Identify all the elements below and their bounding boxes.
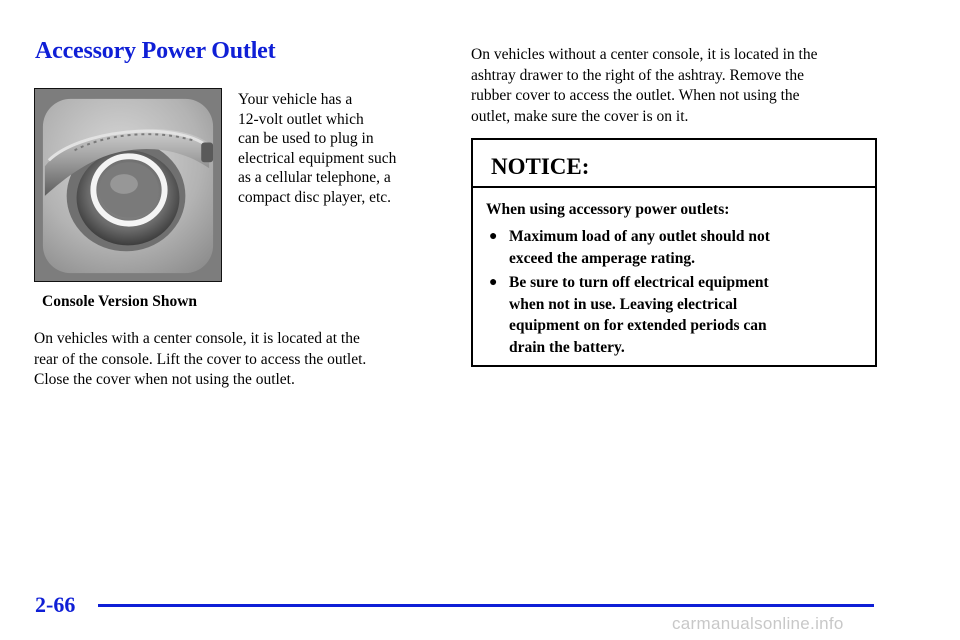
intro-line: Your vehicle has a <box>238 91 353 108</box>
notice-line: exceed the amperage rating. <box>509 249 695 267</box>
notice-line: Be sure to turn off electrical equipment <box>509 274 769 291</box>
notice-heading: NOTICE: <box>473 140 875 188</box>
watermark: carmanualsonline.info <box>672 614 844 633</box>
console-paragraph <box>34 329 366 391</box>
notice-intro: When using accessory power outlets: <box>486 201 730 218</box>
paragraph-line: ashtray drawer to the right of the ashtray. Remove the <box>471 66 804 84</box>
intro-line: 12-volt outlet which <box>238 110 364 128</box>
paragraph-line: rubber cover to access the outlet. When not using the <box>471 87 800 104</box>
notice-line: drain the battery. <box>509 338 625 356</box>
notice-line: when not in use. Leaving electrical <box>509 295 738 313</box>
intro-line: can be used to plug in <box>238 130 374 147</box>
no-console-paragraph <box>471 45 818 127</box>
paragraph-line: outlet, make sure the cover is on it. <box>471 107 689 125</box>
notice-item <box>486 226 863 269</box>
intro-line: electrical equipment such <box>238 149 397 167</box>
paragraph-line: On vehicles with a center console, it is located at the <box>34 330 360 347</box>
intro-line: as a cellular telephone, a <box>238 169 391 186</box>
paragraph-line: rear of the console. Lift the cover to access the outlet. <box>34 350 367 368</box>
photo-caption: Console Version Shown <box>42 293 198 310</box>
footer-rule <box>98 604 874 607</box>
page-number: 2-66 <box>35 592 76 617</box>
bullet-icon: ● <box>489 229 498 244</box>
notice-line: equipment on for extended periods can <box>509 317 767 334</box>
paragraph-line: Close the cover when not using the outlet. <box>34 371 295 388</box>
power-outlet-photo <box>34 88 222 282</box>
notice-list <box>486 226 863 358</box>
paragraph-line: On vehicles without a center console, it is located in the <box>471 46 818 63</box>
notice-body <box>473 188 875 358</box>
notice-item <box>486 272 863 358</box>
bullet-icon: ● <box>489 275 498 290</box>
intro-line: compact disc player, etc. <box>238 188 392 206</box>
intro-text <box>238 90 438 207</box>
power-outlet-icon <box>35 89 221 281</box>
notice-box <box>471 138 877 367</box>
notice-line: Maximum load of any outlet should not <box>509 228 770 245</box>
page-title: Accessory Power Outlet <box>35 38 276 64</box>
